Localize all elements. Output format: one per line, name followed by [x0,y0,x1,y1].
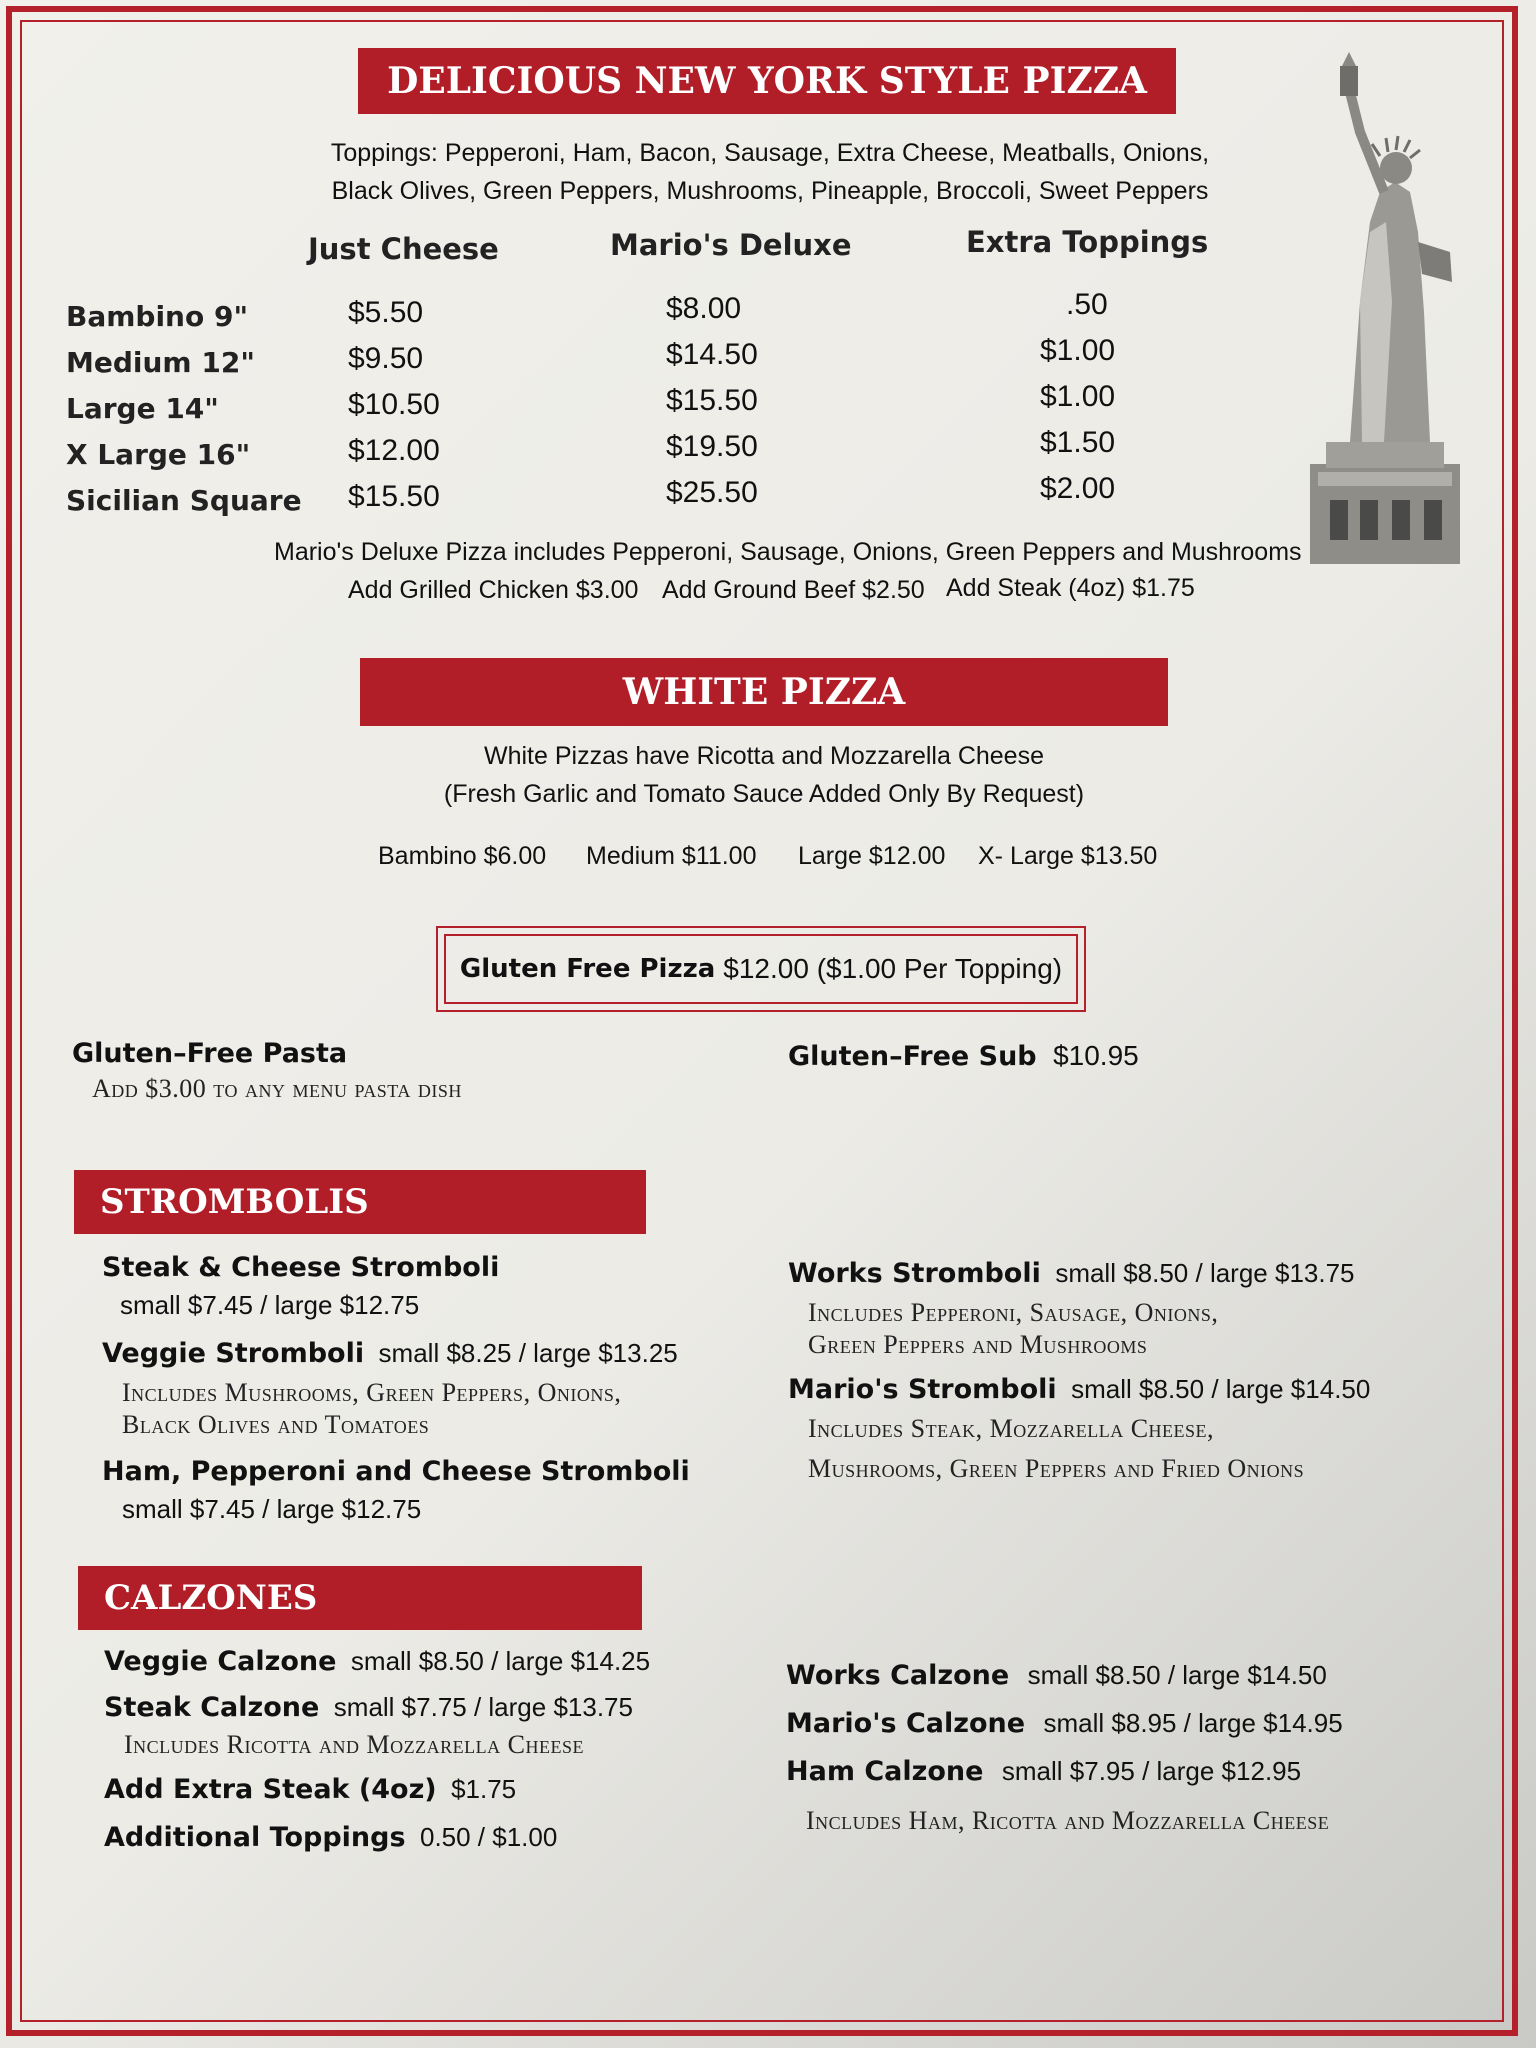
white-size-xlarge [978,842,1157,871]
toppings-line-2: Black Olives, Green Peppers, Mushrooms, Pineapple, Broccoli, Sweet Peppers [331,177,1209,205]
col-header-just-cheese: Just Cheese [308,232,499,266]
gluten-free-pizza-price: $12.00 ($1.00 Per Topping) [723,953,1063,984]
size-label: X Large 16" [66,438,251,471]
calzone-desc: Includes Ham, Ricotta and Mozzarella Cheese [806,1806,1330,1835]
white-size-large [798,842,945,871]
addon-chicken: Add Grilled Chicken $3.00 [348,576,639,604]
addon-beef: Add Ground Beef $2.50 [662,576,925,604]
white-pizza-title: WHITE PIZZA [622,671,906,713]
works-calzone [786,1660,1327,1691]
gluten-free-pasta-note: Add $3.00 to any menu pasta dish [92,1074,462,1103]
ham-calzone [786,1756,1301,1787]
white-pizza-line-2: (Fresh Garlic and Tomato Sauce Added Only By Request) [443,780,1085,808]
extra-price: $1.50 [1040,426,1116,459]
stromboli-prices: small $7.45 / large $12.75 [120,1290,420,1320]
size-label: Bambino 9" [66,300,249,333]
white-pizza-banner [360,658,1168,726]
stromboli-name: Veggie Stromboli [102,1338,365,1369]
calzones-banner [78,1566,642,1630]
deluxe-price: $15.50 [666,384,758,417]
stromboli-name: Works Stromboli [788,1258,1041,1289]
calzones-title: CALZONES [104,1578,318,1618]
white-size-price: $11.00 [681,842,757,870]
calzone-prices: small $8.50 / large $14.50 [1027,1660,1327,1690]
col-header-extra-toppings: Extra Toppings [966,225,1209,259]
stromboli-desc: Mushrooms, Green Peppers and Fried Onions [808,1454,1305,1483]
deluxe-price: $19.50 [666,430,758,463]
white-size-name: X- Large [978,842,1074,870]
calzone-name: Mario's Calzone [786,1708,1026,1739]
cheese-price: $15.50 [348,480,440,513]
deluxe-price: $8.00 [666,292,742,325]
stromboli-prices: small $8.25 / large $13.25 [378,1338,678,1368]
white-pizza-line-1: White Pizzas have Ricotta and Mozzarella Cheese [484,742,1044,770]
calzone-prices: small $7.95 / large $12.95 [1001,1756,1302,1786]
calzone-prices: small $8.50 / large $14.25 [350,1646,651,1676]
col-header-marios-deluxe: Mario's Deluxe [610,228,852,262]
extra-price: $1.00 [1040,334,1116,367]
marios-stromboli [788,1374,1370,1405]
gluten-free-pizza-label: Gluten Free Pizza [459,954,716,984]
extra-price: $1.00 [1040,380,1116,413]
stromboli-name: Steak & Cheese Stromboli [102,1252,500,1283]
calzone-name: Works Calzone [786,1660,1010,1691]
stromboli-name: Ham, Pepperoni and Cheese Stromboli [102,1456,690,1487]
size-label: Large 14" [66,392,219,425]
toppings-line-1: Toppings: Pepperoni, Ham, Bacon, Sausage, Extra Cheese, Meatballs, Onions, [330,139,1210,167]
white-size-price: $13.50 [1080,842,1158,870]
size-label: Medium 12" [66,346,255,379]
additional-toppings [104,1822,557,1853]
cheese-price: $5.50 [348,296,424,329]
gluten-free-sub-label: Gluten–Free Sub [788,1041,1037,1072]
stromboli-desc: Green Peppers and Mushrooms [808,1330,1148,1359]
toppings-text [260,134,1280,210]
cheese-price: $12.00 [348,434,440,467]
cheese-price: $9.50 [348,342,424,375]
white-size-name: Bambino [378,842,477,870]
white-size-name: Medium [586,842,675,870]
ny-pizza-title: DELICIOUS NEW YORK STYLE PIZZA [387,60,1147,102]
white-size-name: Large [798,842,862,870]
deluxe-price: $14.50 [666,338,758,371]
calzone-name: Steak Calzone [104,1692,320,1723]
strombolis-title: STROMBOLIS [100,1182,369,1222]
strombolis-banner [74,1170,646,1234]
calzone-prices: small $8.95 / large $14.95 [1043,1708,1343,1738]
veggie-calzone [104,1646,650,1677]
statue-of-liberty-icon [1300,52,1470,564]
veggie-stromboli [102,1338,678,1369]
calzone-name: Veggie Calzone [104,1646,337,1677]
gluten-free-sub-price: $10.95 [1053,1040,1139,1071]
add-extra-steak [104,1774,516,1805]
ny-pizza-banner [358,48,1176,114]
calzone-name: Add Extra Steak (4oz) [104,1774,437,1805]
marios-calzone [786,1708,1343,1739]
stromboli-prices: small $8.50 / large $14.50 [1071,1374,1371,1404]
stromboli-desc: Includes Mushrooms, Green Peppers, Onions, [122,1378,622,1407]
deluxe-note: Mario's Deluxe Pizza includes Pepperoni, Sausage, Onions, Green Peppers and Mushrooms [274,538,1302,566]
calzone-name: Additional Toppings [104,1822,406,1853]
stromboli-desc: Includes Steak, Mozzarella Cheese, [808,1414,1215,1443]
addon-steak: Add Steak (4oz) $1.75 [946,574,1195,602]
calzone-desc: Includes Ricotta and Mozzarella Cheese [124,1730,584,1759]
white-size-price: $12.00 [868,842,946,870]
deluxe-price: $25.50 [666,476,758,509]
calzone-prices: small $7.75 / large $13.75 [333,1692,633,1722]
cheese-price: $10.50 [348,388,440,421]
white-size-bambino [378,842,546,871]
gluten-free-pizza-box [444,934,1078,1004]
calzone-prices: 0.50 / $1.00 [419,1822,558,1852]
extra-price: $2.00 [1040,472,1116,505]
works-stromboli [788,1258,1355,1289]
stromboli-prices: small $7.45 / large $12.75 [122,1494,422,1524]
stromboli-desc: Black Olives and Tomatoes [122,1410,430,1439]
calzone-name: Ham Calzone [786,1756,984,1787]
white-size-price: $6.00 [483,842,547,870]
gluten-free-sub [788,1040,1139,1072]
stromboli-desc: Includes Pepperoni, Sausage, Onions, [808,1298,1219,1327]
steak-calzone [104,1692,633,1723]
size-label: Sicilian Square [66,484,302,517]
white-size-medium [586,842,756,871]
gluten-free-pasta-label: Gluten–Free Pasta [72,1038,348,1069]
stromboli-prices: small $8.50 / large $13.75 [1055,1258,1355,1288]
stromboli-name: Mario's Stromboli [788,1374,1057,1405]
calzone-prices: $1.75 [451,1774,517,1804]
extra-price: .50 [1066,288,1108,321]
